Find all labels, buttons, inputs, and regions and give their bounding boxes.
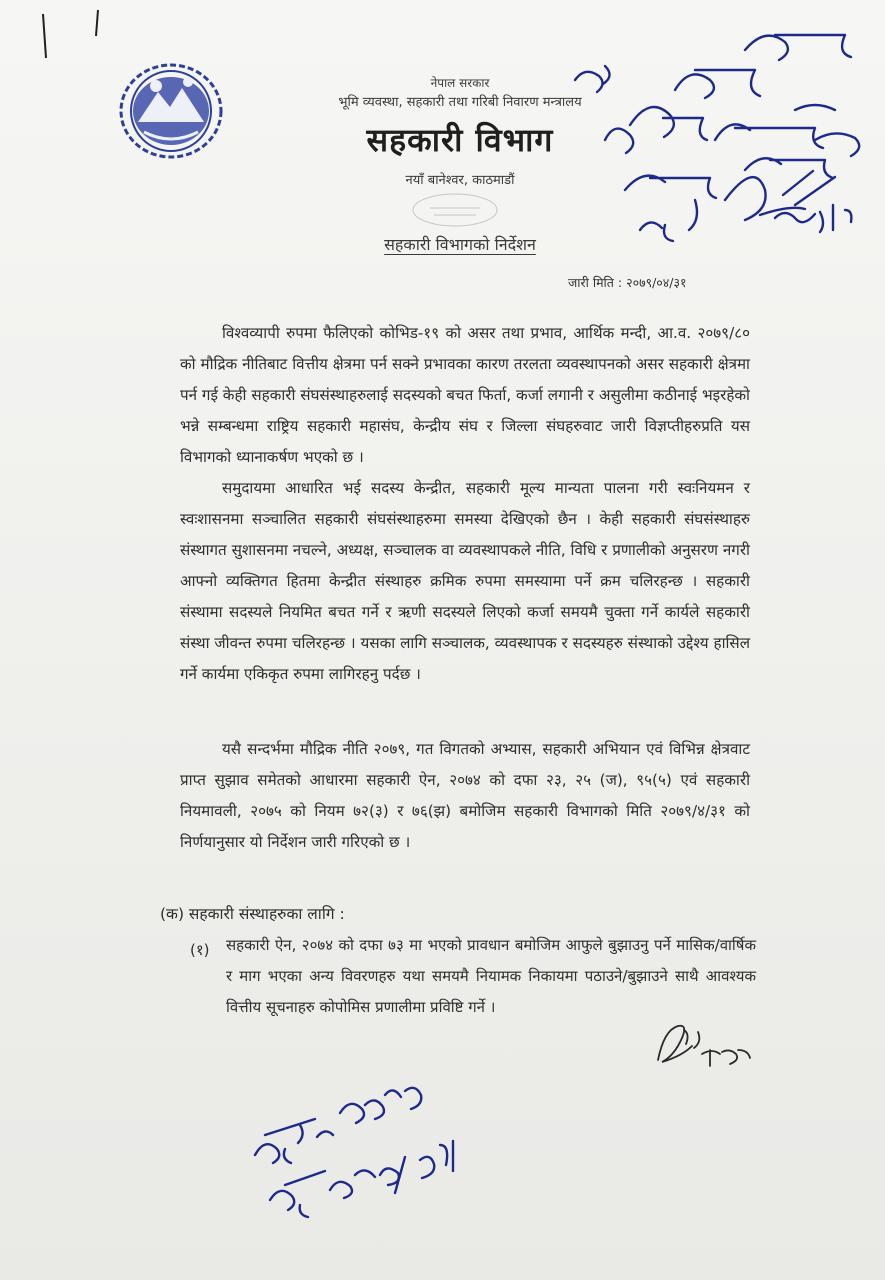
- issue-date: जारी मिति : २०७९/०४/३१: [568, 275, 687, 290]
- government-name: नेपाल सरकार: [430, 76, 490, 90]
- section-ka-title: (क) सहकारी संस्थाहरुका लागि :: [160, 905, 345, 923]
- handwritten-endorsement: [545, 0, 885, 260]
- department-address: नयाँ बानेश्वर, काठमाडौं: [405, 173, 515, 188]
- ministry-name: भूमि व्यवस्था, सहकारी तथा गरिबी निवारण मन्त्रालय: [338, 95, 582, 110]
- faint-stamp-icon: [400, 190, 510, 230]
- government-emblem-icon: [118, 62, 224, 160]
- paragraph-legal-basis: यसै सन्दर्भमा मौद्रिक नीति २०७९, गत विगतको अभ्यास, सहकारी अभियान एवं विभिन्न क्षेत्रवाट प्राप्त सुझाव समेतको आधारमा सहकारी ऐन, २०७४ को दफा २३, २५ (ज), ९५(५) एवं सहकारी नियमावली, २०७५ को नियम ७२(३) र ७६(झ) बमोजिम सहकारी विभागको मिति २०७९/४/३१ को निर्णयानुसार यो निर्देशन जारी गरिएको छ ।: [180, 740, 750, 851]
- page-edge-marks: [0, 0, 120, 60]
- paragraph-context: विश्वव्यापी रुपमा फैलिएको कोभिड-१९ को असर तथा प्रभाव, आर्थिक मन्दी, आ.व. २०७९/८० को मौद्रिक नीतिबाट वित्तीय क्षेत्रमा पर्न सक्ने प्रभावका कारण तरलता व्यवस्थापनको असर सहकारी क्षेत्रमा पर्न गई केही सहकारी संघसंस्थाहरुलाई सदस्यको बचत फिर्ता, कर्जा लगानी र असुलीमा कठीनाई भइरहेको भन्ने सम्बन्धमा राष्ट्रिय सहकारी महासंघ, केन्द्रीय संघ र जिल्ला संघहरुवाट जारी विज्ञप्तीहरुप्रति यस विभागको ध्यानाकर्षण भएको छ ।: [180, 324, 750, 466]
- department-title: सहकारी विभाग: [366, 121, 554, 159]
- item-1-text: सहकारी ऐन, २०७४ को दफा ७३ मा भएको प्रावधान बमोजिम आफुले बुझाउनु पर्ने मासिक/वार्षिक र माग भएका अन्य विवरणहरु यथा समयमै नियामक निकायमा पठाउने/बुझाउने साथै आवश्यक वित्तीय सूचनाहरु कोपोमिस प्रणालीमा प्रविष्टि गर्ने ।: [226, 936, 756, 1016]
- directive-title: सहकारी विभागको निर्देशन: [384, 235, 536, 254]
- paragraph-cooperative-principles: समुदायमा आधारित भई सदस्य केन्द्रीत, सहकारी मूल्य मान्यता पालना गरी स्वःनियमन र स्वःशासनमा सञ्चालित सहकारी संघसंस्थाहरुमा समस्या देखिएको छैन । केही सहकारी संघसंस्थाहरु संस्थागत सुशासनमा नचल्ने, अध्यक्ष, सञ्चालक वा व्यवस्थापकले नीति, विधि र प्रणालीको अनुसरण नगरी आफ्नो व्यक्तिगत हितमा केन्द्रीत संस्थाहरु क्रमिक रुपमा समस्यामा पर्ने क्रम चलिरहन्छ । सहकारी संस्थामा सदस्यले नियमित बचत गर्ने र ऋणी सदस्यले लिएको कर्जा समयमै चुक्ता गर्ने कार्यले सहकारी संस्था जीवन्त रुपमा चलिरहन्छ । यसका लागि सञ्चालक, व्यवस्थापक र सदस्यहरु संस्थाको उद्देश्य हासिल गर्ने कार्यमा एकिकृत रुपमा लागिरहनु पर्दछ ।: [180, 479, 750, 683]
- item-1-number: (१): [190, 941, 210, 959]
- official-signature: [640, 1010, 780, 1090]
- handwritten-registration-note: [245, 1065, 475, 1225]
